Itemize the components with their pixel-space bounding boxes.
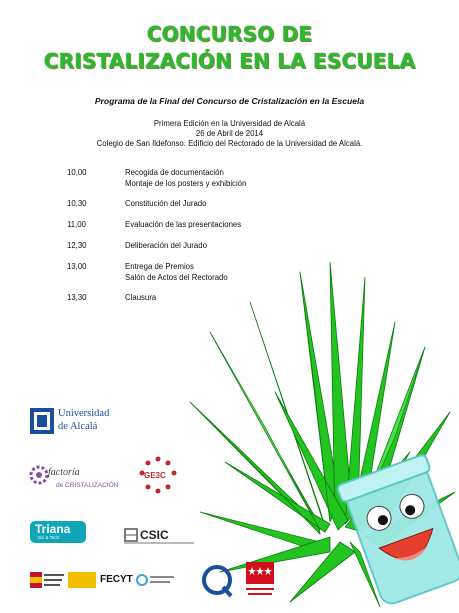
uah-crest-icon [28,404,56,438]
event-venue: Colegio de San Ildefonso. Edificio del Rectorado de la Universidad de Alcalá. [96,139,363,148]
csic-underline [124,542,194,544]
gobierno-espana-logo [30,572,96,588]
schedule-row [67,220,317,241]
schedule-activity: Clausura [125,293,157,302]
fecyt-logo [100,572,190,588]
csic-label: CSIC [140,528,169,542]
schedule-time: 12,30 [67,241,87,250]
factoria-line1: factoría [48,467,80,478]
factoria-cristalizacion-logo [28,458,128,498]
program-subtitle: Programa de la Final del Concurso de Cristalización en la Escuela [94,96,365,106]
quimica-society-logo [197,560,237,600]
poster-title-line1: CONCURSO DE [146,22,313,46]
schedule-activity: Deliberación del Jurado [125,241,207,250]
schedule-activity: Constitución del Jurado [125,199,207,208]
poster-title-line2: CRISTALIZACIÓN EN LA ESCUELA [43,49,416,73]
uah-line2: de Alcalá [58,421,98,432]
schedule-row [67,241,317,262]
schedule-time: 10,00 [67,168,87,177]
schedule-time: 10,30 [67,199,87,208]
edition-line: Primera Edición en la Universidad de Alcalá [153,119,306,128]
csic-emblem-icon [124,528,138,542]
triana-sub: Sci & Tech [38,535,60,540]
schedule-row [67,168,317,199]
uah-line1: Universidad [58,408,110,419]
schedule-activity: Montaje de los posters y exhibición [125,178,247,188]
schedule-activity: Evaluación de las presentaciones [125,220,242,229]
madrid-stars-icon [242,562,278,602]
ge3c-logo [134,455,182,495]
factoria-line2: de CRISTALIZACIÓN [56,482,119,489]
schedule-activity: Entrega de Premios [125,262,194,271]
csic-logo [124,528,200,544]
fecyt-label: FECYT [100,574,133,585]
triana-label: Triana [35,522,71,536]
q-emblem-icon [197,560,237,600]
triana-logo [30,521,86,543]
event-date: 26 de Abril de 2014 [195,129,264,138]
schedule-row [67,199,317,220]
schedule-time: 13,30 [67,293,87,302]
ge3c-label: GE3C [144,471,166,480]
comunidad-madrid-logo [242,562,278,602]
schedule-activity: Recogida de documentación [125,168,224,177]
universidad-alcala-logo [28,404,124,438]
spain-flag-icon [30,572,96,588]
gear-icon [28,464,50,486]
fecyt-mark-icon [136,572,176,588]
schedule-activity: Salón de Actos del Rectorado [125,272,228,282]
schedule-time: 11,00 [67,220,86,229]
schedule-time: 13,00 [67,262,87,271]
